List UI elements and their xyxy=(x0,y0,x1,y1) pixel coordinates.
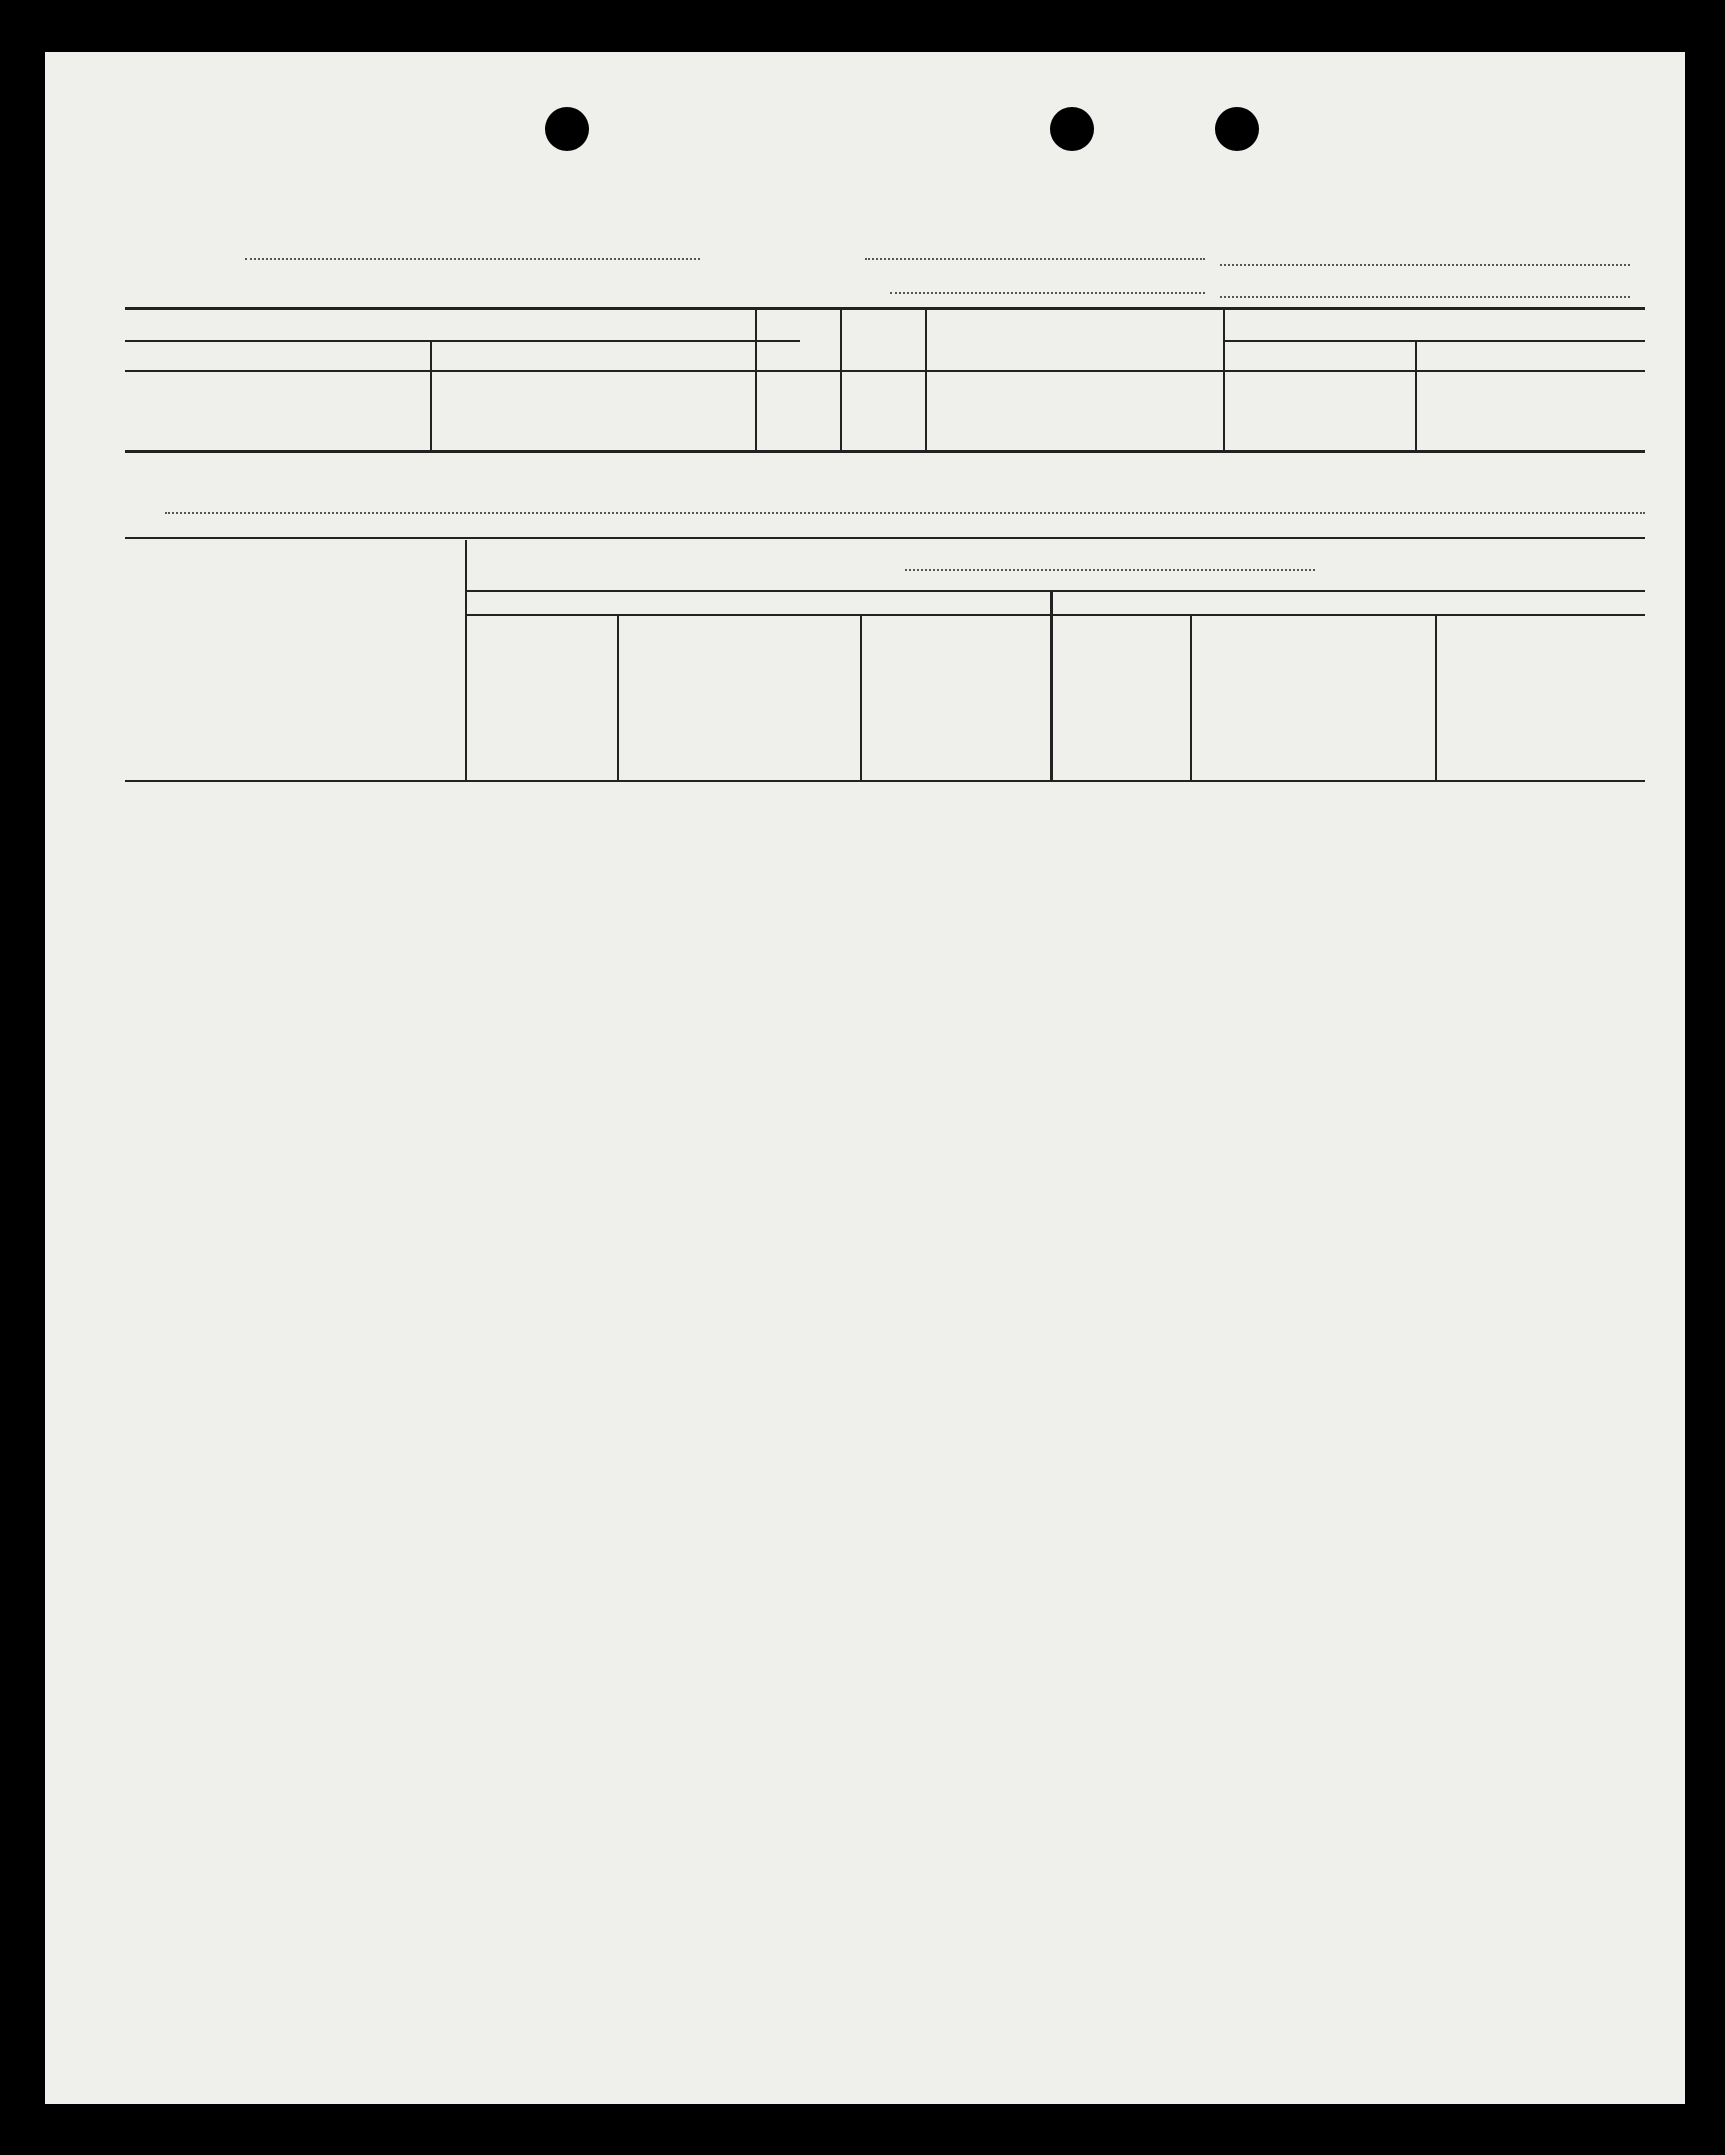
punch-hole xyxy=(1215,107,1259,151)
form-sheet xyxy=(45,52,1685,2104)
punch-hole xyxy=(1050,107,1094,151)
punch-hole xyxy=(545,107,589,151)
